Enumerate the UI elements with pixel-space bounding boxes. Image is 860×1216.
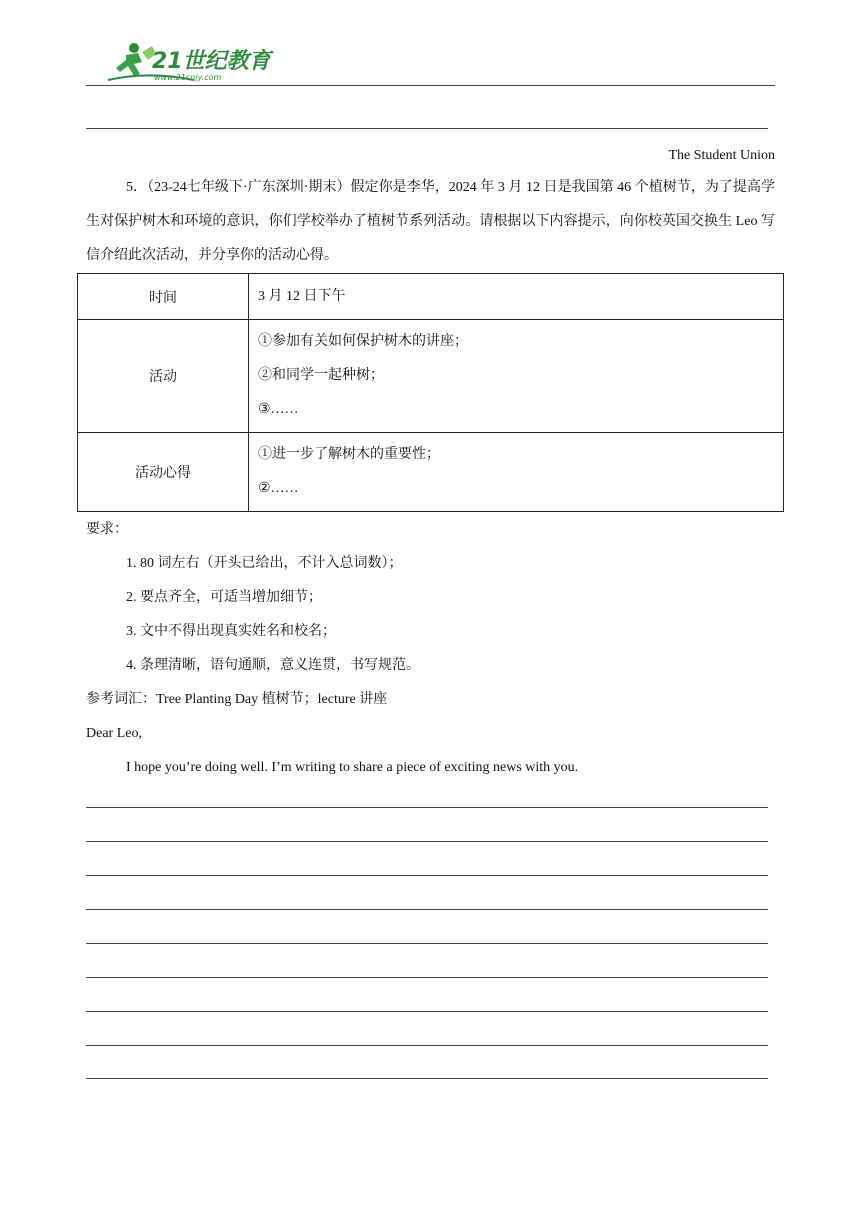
table-value [249, 320, 784, 433]
table-value [249, 274, 784, 320]
prev-signature: The Student Union [668, 148, 775, 163]
writing-line [86, 841, 768, 842]
table-key: 时间 [78, 274, 249, 320]
requirement-item: 1. 80 词左右（开头已给出，不计入总词数）； [126, 556, 403, 571]
table-value-line: 3 月 12 日下午 [258, 288, 346, 304]
table-value-line: ①进一步了解树木的重要性； [258, 447, 440, 462]
logo-url: www.21cnjy.com [154, 73, 222, 82]
letter-opening: I hope you’re doing well. I’m writing to share a piece of exciting news with you. [126, 760, 579, 775]
question-text: 5．（23-24七年级下·广东深圳·期末）假定你是李华，2024 年 3 月 12 日是我国第 46 个植树节，为了提高学生对保护树木和环境的意识，你们学校举办了植树节系列活动。请根据以下内容提示，向你校英国交换生 Leo 写信介绍此次活动，并分享你的活动心得。 [86, 180, 775, 263]
requirement-item: 3. 文中不得出现真实姓名和校名； [126, 624, 336, 639]
header-rule [86, 85, 775, 86]
vocab-hint: 参考词汇：Tree Planting Day 植树节；lecture 讲座 [86, 692, 388, 707]
logo-text: 21世纪教育 [152, 49, 271, 74]
prompt-table [77, 273, 784, 512]
table-value-line: ③…… [258, 402, 299, 417]
writing-line [86, 1078, 768, 1079]
table-value [249, 433, 784, 512]
writing-line [86, 875, 768, 876]
requirement-item: 4. 条理清晰，语句通顺，意义连贯，书写规范。 [126, 658, 420, 673]
requirements-title: 要求： [86, 522, 128, 537]
writing-line [86, 1011, 768, 1012]
writing-line [86, 943, 768, 944]
writing-line [86, 1045, 768, 1046]
writing-line [86, 977, 768, 978]
site-logo [104, 40, 274, 86]
table-value-line: ②和同学一起种树； [258, 368, 384, 383]
table-row [78, 320, 784, 433]
letter-greeting: Dear Leo, [86, 726, 142, 741]
table-key: 活动心得 [78, 433, 249, 512]
table-value-line: ①参加有关如何保护树木的讲座； [258, 334, 468, 349]
requirement-item: 2. 要点齐全，可适当增加细节； [126, 590, 322, 605]
table-value-line: ②…… [258, 481, 299, 496]
writing-line [86, 909, 768, 910]
writing-line [86, 807, 768, 808]
table-row [78, 433, 784, 512]
table-key: 活动 [78, 320, 249, 433]
answer-line [86, 128, 768, 129]
table-row [78, 274, 784, 320]
